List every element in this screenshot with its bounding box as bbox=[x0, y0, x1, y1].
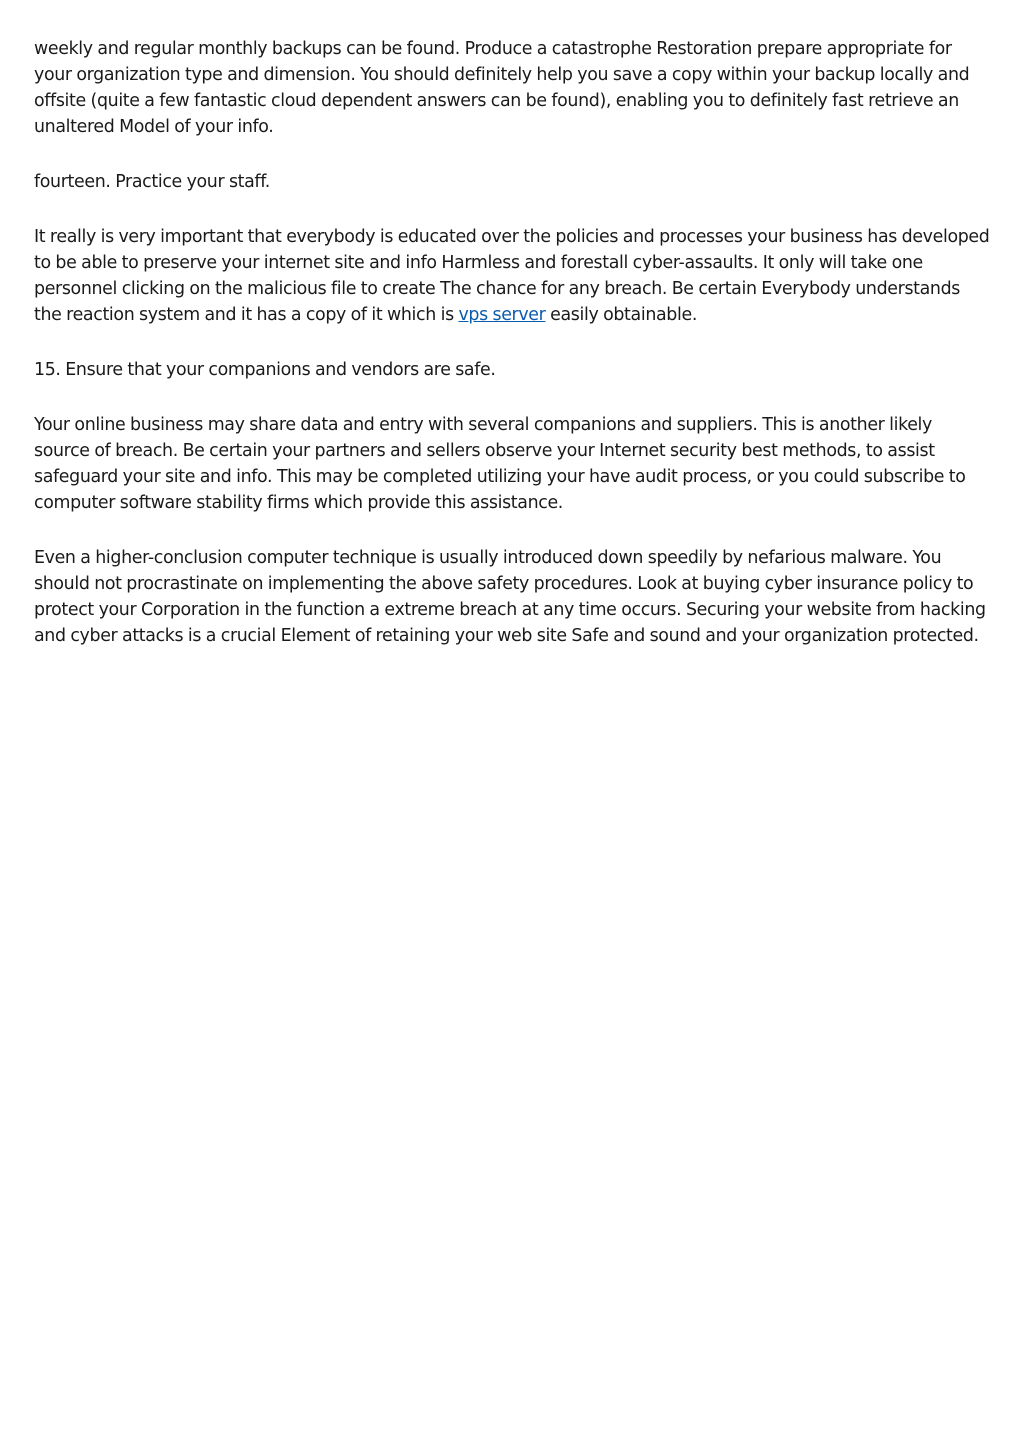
paragraph-conclusion: Even a higher-conclusion computer technique is usually introduced down speedily by nefarious malware. You should not procrastinate on implementing the above safety procedures. Look at buying cyber insurance policy to protect your Corporation in the function a extreme breach at any time occurs. Securing your website from hacking and cyber attacks is a crucial Element of retaining your web site Safe and sound and your organization protected. bbox=[34, 548, 986, 646]
paragraph-staff-text-end: easily obtainable. bbox=[545, 305, 697, 325]
paragraph-staff-text: It really is very important that everybody is educated over the policies and processes your business has developed to be able to preserve your internet site and info Harmless and forestall cyber-assaults. It only will take one personnel clicking on the malicious file to create The chance for any breach. Be certain Everybody understands the reaction system and it has a copy of it which is bbox=[34, 227, 990, 325]
paragraph-backups: weekly and regular monthly backups can be found. Produce a catastrophe Restoration prepare appropriate for your organization type and dimension. You should definitely help you save a copy within your backup locally and offsite (quite a few fantastic cloud dependent answers can be found), enabling you to definitely fast retrieve an unaltered Model of your info. bbox=[34, 39, 970, 137]
heading-partners-vendors: 15. Ensure that your companions and vendors are safe. bbox=[34, 360, 496, 380]
paragraph-staff bbox=[34, 224, 992, 328]
document-body bbox=[34, 36, 992, 678]
vps-server-link[interactable]: vps server bbox=[458, 305, 546, 325]
paragraph-partners: Your online business may share data and entry with several companions and suppliers. This is another likely source of breach. Be certain your partners and sellers observe your Internet security best methods, to assist safeguard your site and info. This may be completed utilizing your have audit process, or you could subscribe to computer software stability firms which provide this assistance. bbox=[34, 415, 966, 513]
heading-train-staff: fourteen. Practice your staff. bbox=[34, 172, 270, 192]
